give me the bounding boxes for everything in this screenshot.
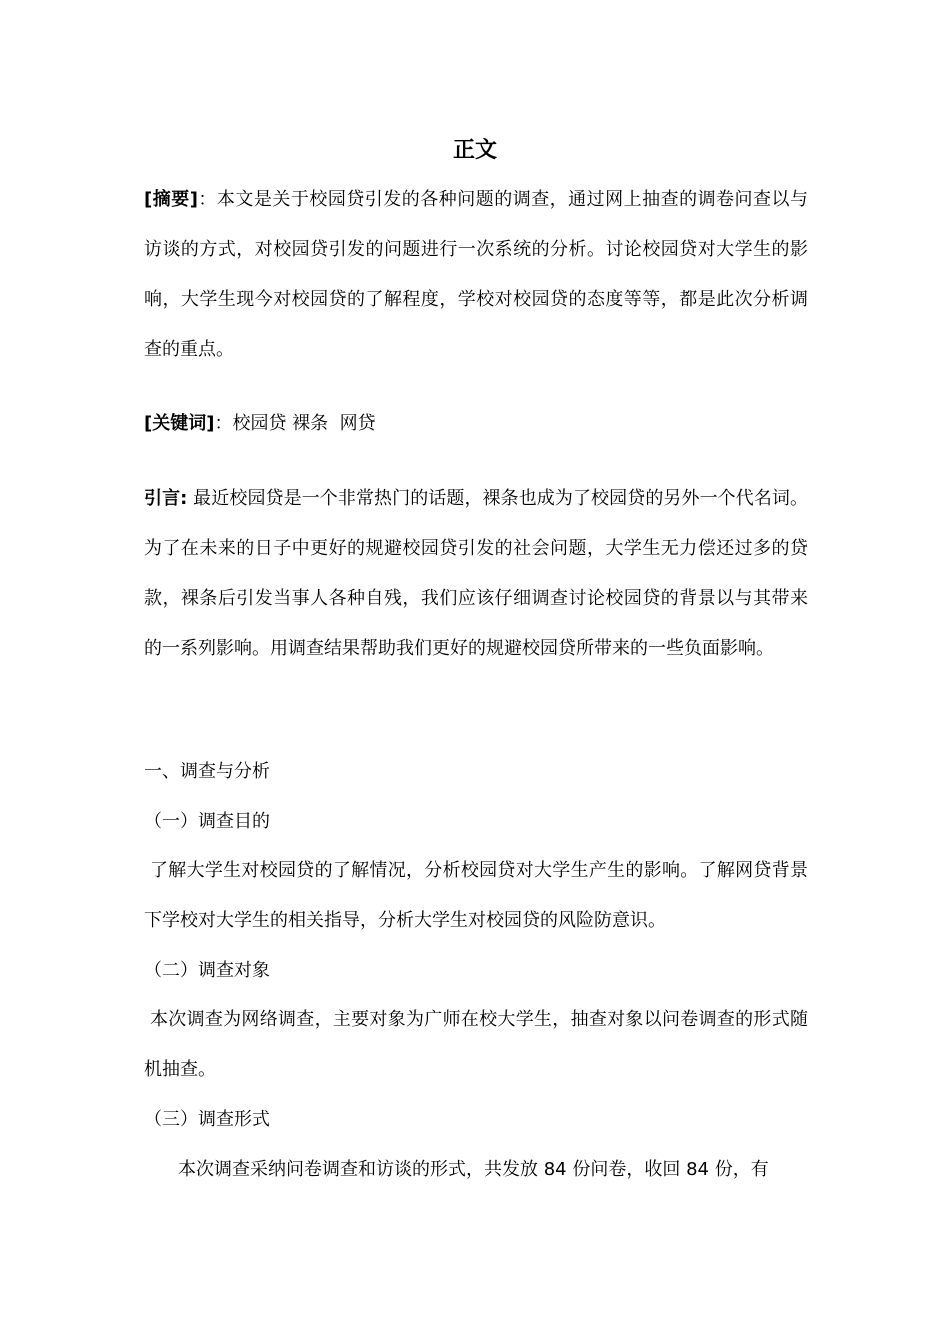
keywords-label: [关键词] [144,413,215,434]
abstract-separator: ： [197,189,217,210]
document-title: 正文 [452,138,497,163]
subject-paragraph: 本次调查为网络调查，主要对象为广师在校大学生，抽查对象以问卷调查的形式随机抽查。 [144,1009,808,1080]
abstract-paragraph [144,175,808,375]
keywords-text: 校园贷 裸条 网贷 [232,413,376,434]
subsection-heading-purpose: （一）调查目的 [144,811,270,832]
intro-text: 最近校园贷是一个非常热门的话题，裸条也成为了校园贷的另外一个代名词。为了在未来的日子中更好的规避校园贷引发的社会问题，大学生无力偿还过多的贷款，裸条后引发当事人各种自残，我们应该仔细调查讨论校园贷的背景以与其带来的一系列影响。用调查结果帮助我们更好的规避校园贷所带来的一些负面影响。 [144,488,809,659]
section-heading: 一、调查与分析 [144,761,270,782]
abstract-text: 本文是关于校园贷引发的各种问题的调查，通过网上抽查的调卷问查以与访谈的方式，对校园贷引发的问题进行一次系统的分析。讨论校园贷对大学生的影响，大学生现今对校园贷的了解程度，学校对校园贷的态度等等，都是此次分析调查的重点。 [144,189,809,360]
subsection-heading-form: （三）调查形式 [144,1109,270,1130]
intro-paragraph [144,474,808,674]
intro-label: 引言: [144,488,188,509]
keywords-separator: ： [214,413,233,434]
form-paragraph: 本次调查采纳问卷调查和访谈的形式，共发放 84 份问卷，收回 84 份，有 [178,1159,769,1180]
abstract-label: [摘要] [144,189,198,210]
purpose-paragraph: 了解大学生对校园贷的了解情况，分析校园贷对大学生产生的影响。了解网贷背景下学校对大学生的相关指导，分析大学生对校园贷的风险防意识。 [144,860,808,931]
subsection-heading-subject: （二）调查对象 [144,960,270,981]
keywords-line [144,399,376,449]
